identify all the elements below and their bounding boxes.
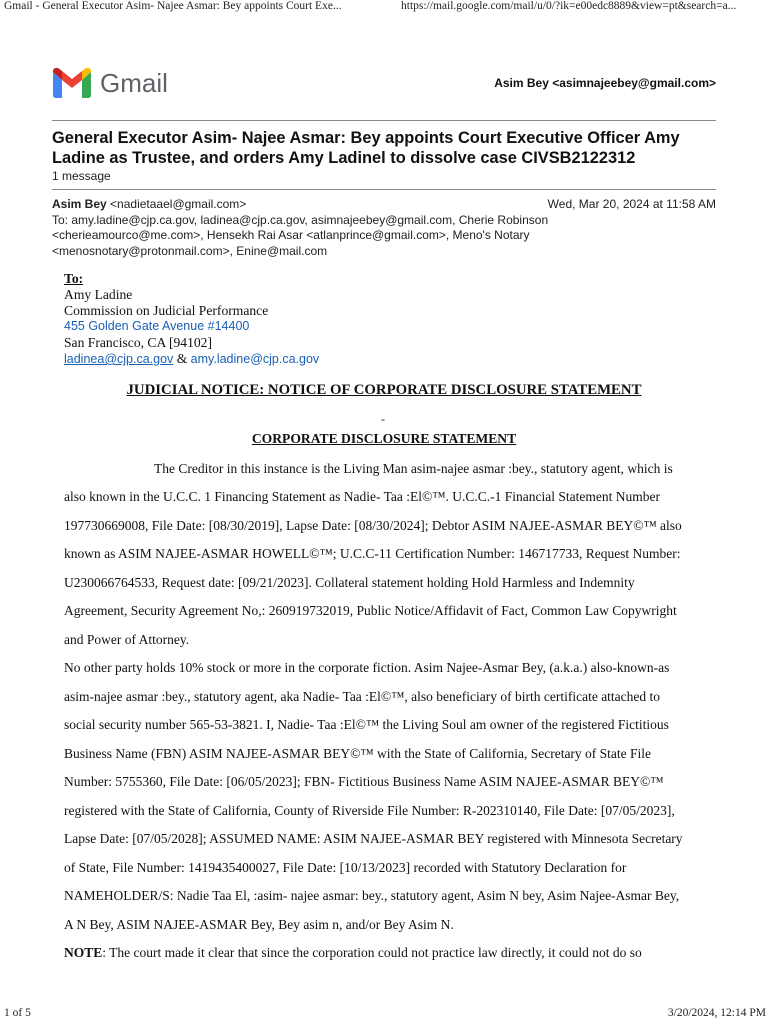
page-number: 1 of 5 xyxy=(4,1007,31,1019)
email-link-amy-ladine[interactable]: amy.ladine@cjp.ca.gov xyxy=(190,351,320,366)
body-line: NAMEHOLDER/S: Nadie Taa El, :asim- najee asmar: bey., statutory agent, Asim N bey, Asim Najee-Asmar Bey, xyxy=(64,888,680,903)
email-subject xyxy=(52,128,712,168)
ampersand: & xyxy=(173,350,191,366)
email-date: Wed, Mar 20, 2024 at 11:58 AM xyxy=(547,197,716,211)
body-line: Agreement, Security Agreement No,: 260919732019, Public Notice/Affidavit of Fact, Common Law Copywright xyxy=(64,603,677,618)
print-header xyxy=(4,0,766,14)
notice-heading: JUDICIAL NOTICE: NOTICE OF CORPORATE DISCLOSURE STATEMENT xyxy=(126,382,642,398)
sender-email: <nadietaael@gmail.com> xyxy=(110,197,247,211)
message-count: 1 message xyxy=(52,169,111,183)
body-line: Number: 5755360, File Date: [06/05/2023]; FBN- Fictitious Business Name ASIM NAJEE-ASMAR BEY©™ xyxy=(64,774,664,789)
street-address-link[interactable]: 455 Golden Gate Avenue #14400 xyxy=(64,319,250,334)
note-text: : The court made it clear that since the corporation could not practice law directly, it could not do so xyxy=(102,945,642,960)
divider xyxy=(52,120,716,121)
body-line: 197730669008, File Date: [08/30/2019], Lapse Date: [08/30/2024]; Debtor ASIM NAJEE-ASMAR BEY©™ also xyxy=(64,518,682,533)
to-line-1: To: amy.ladine@cjp.ca.gov, ladinea@cjp.ca.gov, asimnajeebey@gmail.com, Cherie Robinson xyxy=(52,212,549,227)
recipient-org: Commission on Judicial Performance xyxy=(64,302,269,318)
email-meta xyxy=(52,197,716,260)
body-line: The Creditor in this instance is the Living Man asim-najee asmar :bey., statutory agent, which is xyxy=(154,461,673,476)
body-line: A N Bey, ASIM NAJEE-ASMAR Bey, Bey asim n, and/or Bey Asim N. xyxy=(64,917,454,932)
body-line: registered with the State of California, County of Riverside File Number: R-202310140, File Date: [07/05/2023], xyxy=(64,803,675,818)
note-line xyxy=(64,945,642,961)
body-line: known as ASIM NAJEE-ASMAR HOWELL©™; U.C.C-11 Certification Number: 146717733, Request Number: xyxy=(64,546,681,561)
account-identity: Asim Bey <asimnajeebey@gmail.com> xyxy=(494,76,716,90)
divider xyxy=(52,189,716,190)
to-line-3: <menosnotary@protonmail.com>, Enine@mail.com xyxy=(52,244,328,259)
body-line: asim-najee asmar :bey., statutory agent, aka Nadie- Taa :El©™, also beneficiary of birth certificate attached to xyxy=(64,689,661,704)
body-line: Lapse Date: [07/05/2028]; ASSUMED NAME: ASIM NAJEE-ASMAR BEY registered with Minnesota Secretary xyxy=(64,831,683,846)
print-url: https://mail.google.com/mail/u/0/?ik=e00edc8889&view=pt&search=a... xyxy=(401,0,737,12)
body-line: social security number 565-53-3821. I, Nadie- Taa :El©™ the Living Soul am owner of the registered Fictitious xyxy=(64,717,669,732)
subject-line-1: General Executor Asim- Najee Asmar: Bey appoints Court Executive Officer Amy xyxy=(52,129,680,147)
disclosure-subheading: CORPORATE DISCLOSURE STATEMENT xyxy=(251,431,517,446)
recipient-block xyxy=(64,271,319,368)
body-line: Business Name (FBN) ASIM NAJEE-ASMAR BEY©™ with the State of California, Secretary of State File xyxy=(64,746,652,761)
note-label: NOTE xyxy=(64,945,103,960)
print-page-title: Gmail - General Executor Asim- Najee Asmar: Bey appoints Court Exe... xyxy=(4,0,342,12)
body-line: of State, File Number: 1419435400027, File Date: [10/13/2023] recorded with Statutory Declaration for xyxy=(64,860,627,875)
to-label: To: xyxy=(64,271,84,286)
to-line-2: <cherieamourco@me.com>, Hensekh Rai Asar <atlanprince@gmail.com>, Meno's Notary xyxy=(52,228,530,243)
print-footer xyxy=(4,1007,766,1021)
recipient-city: San Francisco, CA [94102] xyxy=(64,335,213,351)
body-line: also known in the U.C.C. 1 Financing Statement as Nadie- Taa :El©™. U.C.C.-1 Financial Statement Number xyxy=(64,489,660,504)
gmail-m-logo-icon xyxy=(53,68,91,98)
body-line: No other party holds 10% stock or more in the corporate fiction. Asim Najee-Asmar Bey, (a.k.a.) also-known-as xyxy=(64,660,670,675)
email-link-ladinea[interactable]: ladinea@cjp.ca.gov xyxy=(64,351,174,366)
print-timestamp: 3/20/2024, 12:14 PM xyxy=(667,1007,766,1019)
recipient-emails xyxy=(64,351,319,368)
body-line: and Power of Attorney. xyxy=(64,632,190,647)
body-line: U230066764533, Request date: [09/21/2023]. Collateral statement holding Hold Harmless and Indemnity xyxy=(64,575,635,590)
subject-line-2: Ladine as Trustee, and orders Amy Ladinel to dissolve case CIVSB2122312 xyxy=(52,149,636,167)
recipient-name: Amy Ladine xyxy=(64,286,133,302)
sender-name: Asim Bey xyxy=(52,197,107,211)
separator: - xyxy=(381,412,385,426)
gmail-wordmark: Gmail xyxy=(100,68,168,98)
gmail-logo xyxy=(53,66,173,100)
